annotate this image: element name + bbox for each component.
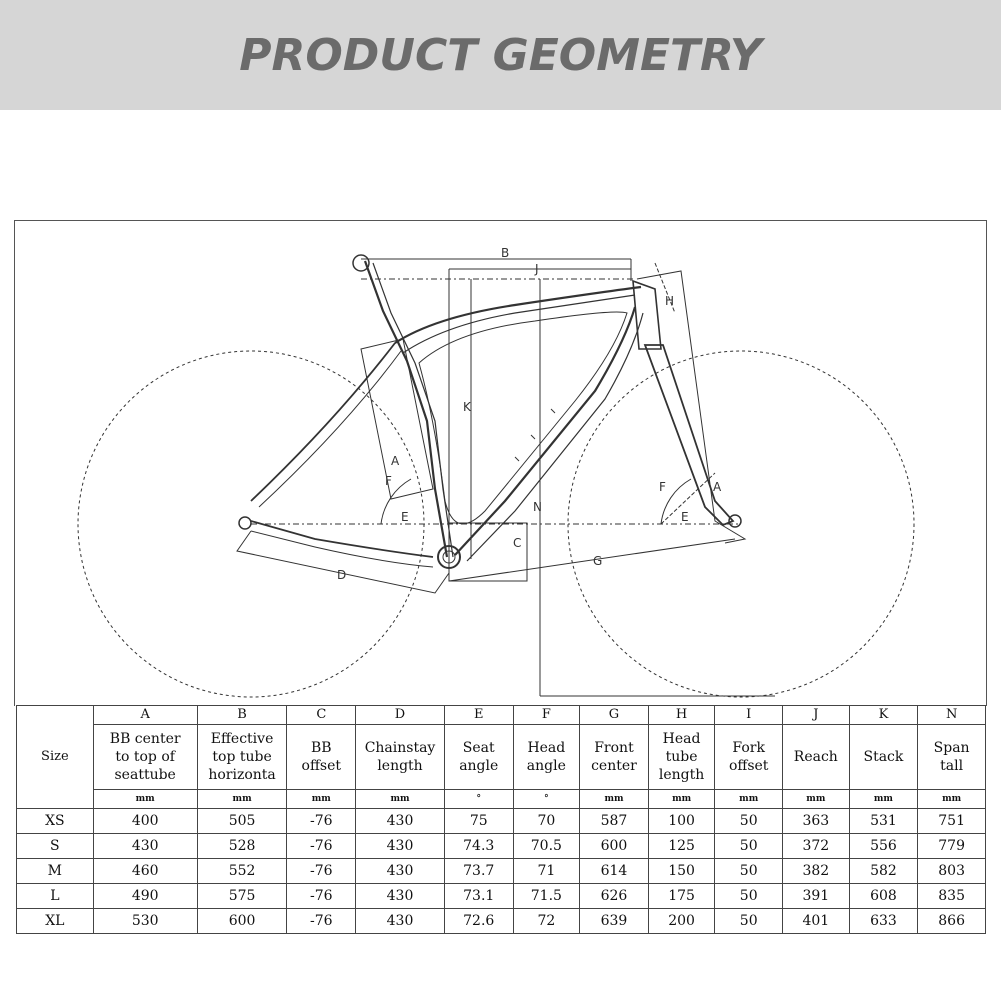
value-cell: 531 (849, 809, 918, 834)
value-cell: -76 (287, 834, 356, 859)
col-letter: B (197, 706, 287, 725)
col-name-line: Front (594, 740, 634, 756)
value-cell: 639 (580, 909, 649, 934)
col-name (513, 725, 580, 790)
col-letter: H (648, 706, 715, 725)
value-cell: 75 (444, 809, 513, 834)
header-banner (0, 0, 1001, 110)
value-cell: -76 (287, 859, 356, 884)
col-name-line: seattube (114, 767, 176, 783)
col-name (783, 725, 850, 790)
col-name (849, 725, 918, 790)
col-letter: F (513, 706, 580, 725)
value-cell: 460 (93, 859, 197, 884)
letter-row (17, 706, 986, 725)
value-cell: 490 (93, 884, 197, 909)
col-name (197, 725, 287, 790)
col-name-line: tube (665, 749, 698, 765)
value-cell: 835 (918, 884, 986, 909)
col-name-line: length (377, 758, 423, 774)
value-cell: 587 (580, 809, 649, 834)
value-cell: 200 (648, 909, 715, 934)
col-name (444, 725, 513, 790)
col-unit: mm (287, 790, 356, 809)
col-name-line: angle (459, 758, 499, 774)
value-cell: 391 (783, 884, 850, 909)
col-name (918, 725, 986, 790)
table-row (17, 834, 986, 859)
col-name-line: BB center (109, 731, 181, 747)
value-cell: 779 (918, 834, 986, 859)
col-name-line: offset (728, 758, 769, 774)
label-c: C (513, 536, 522, 550)
label-a-front: A (713, 480, 722, 494)
value-cell: 73.7 (444, 859, 513, 884)
value-cell: 50 (715, 884, 783, 909)
col-name-line: BB (311, 740, 332, 756)
col-unit: mm (356, 790, 445, 809)
label-n: N (533, 500, 542, 514)
value-cell: 803 (918, 859, 986, 884)
size-cell: S (17, 834, 94, 859)
col-name (648, 725, 715, 790)
label-f-front: F (659, 480, 666, 494)
geometry-diagram (14, 220, 987, 706)
table-row (17, 909, 986, 934)
name-row (17, 725, 986, 790)
size-cell: XL (17, 909, 94, 934)
value-cell: -76 (287, 809, 356, 834)
value-cell: 100 (648, 809, 715, 834)
down-tube (455, 307, 635, 555)
col-name (580, 725, 649, 790)
label-e-front: E (681, 510, 689, 524)
value-cell: 72 (513, 909, 580, 934)
col-unit: mm (715, 790, 783, 809)
value-cell: 633 (849, 909, 918, 934)
geometry-table (16, 705, 986, 934)
col-name-line: Fork (732, 740, 765, 756)
col-unit: ° (513, 790, 580, 809)
value-cell: 751 (918, 809, 986, 834)
col-letter: A (93, 706, 197, 725)
table-row (17, 809, 986, 834)
col-name-line: center (591, 758, 637, 774)
value-cell: 614 (580, 859, 649, 884)
col-name-line: Seat (462, 740, 495, 756)
label-h: H (665, 294, 675, 308)
label-a-rear: A (391, 454, 400, 468)
label-d: D (337, 568, 347, 582)
top-tube (395, 287, 641, 343)
col-letter: I (715, 706, 783, 725)
value-cell: 430 (356, 809, 445, 834)
value-cell: 50 (715, 809, 783, 834)
col-name-line: offset (301, 758, 342, 774)
table-row (17, 859, 986, 884)
bike-frame-drawing (15, 221, 988, 707)
label-b: B (501, 246, 510, 260)
value-cell: 582 (849, 859, 918, 884)
col-name-line: length (658, 767, 705, 783)
col-unit: mm (197, 790, 287, 809)
col-unit: mm (849, 790, 918, 809)
col-letter: D (356, 706, 445, 725)
value-cell: 430 (356, 909, 445, 934)
value-cell: 150 (648, 859, 715, 884)
size-cell: L (17, 884, 94, 909)
col-letter: E (444, 706, 513, 725)
value-cell: 74.3 (444, 834, 513, 859)
value-cell: 626 (580, 884, 649, 909)
table-row (17, 884, 986, 909)
unit-row (17, 790, 986, 809)
col-name-line: Head (662, 731, 701, 747)
col-name-line: top tube (212, 749, 272, 765)
data-rows (17, 809, 986, 934)
value-cell: 70 (513, 809, 580, 834)
label-j: J (535, 262, 539, 276)
value-cell: 430 (93, 834, 197, 859)
value-cell: 430 (356, 884, 445, 909)
value-cell: 175 (648, 884, 715, 909)
value-cell: 73.1 (444, 884, 513, 909)
value-cell: 528 (197, 834, 287, 859)
value-cell: 70.5 (513, 834, 580, 859)
head-tube (633, 281, 661, 349)
value-cell: 363 (783, 809, 850, 834)
col-name (715, 725, 783, 790)
col-letter: G (580, 706, 649, 725)
value-cell: 866 (918, 909, 986, 934)
value-cell: 72.6 (444, 909, 513, 934)
value-cell: 600 (197, 909, 287, 934)
value-cell: -76 (287, 884, 356, 909)
label-g: G (593, 554, 603, 568)
col-name (93, 725, 197, 790)
value-cell: 505 (197, 809, 287, 834)
page-title: PRODUCT GEOMETRY (239, 29, 762, 81)
col-letter: C (287, 706, 356, 725)
col-name-line: Chainstay (364, 740, 436, 756)
size-cell: M (17, 859, 94, 884)
value-cell: 71.5 (513, 884, 580, 909)
value-cell: 430 (356, 859, 445, 884)
chain-stay (251, 521, 433, 557)
col-unit: mm (93, 790, 197, 809)
col-name-line: horizonta (208, 767, 276, 783)
col-unit: mm (580, 790, 649, 809)
col-name (356, 725, 445, 790)
col-letter: N (918, 706, 986, 725)
value-cell: 50 (715, 834, 783, 859)
col-name-line: Head (527, 740, 566, 756)
label-e-rear: E (401, 510, 409, 524)
col-unit: mm (918, 790, 986, 809)
col-unit: mm (783, 790, 850, 809)
col-name-line: Reach (793, 749, 838, 765)
value-cell: 50 (715, 909, 783, 934)
label-f-rear: F (385, 474, 392, 488)
col-name (287, 725, 356, 790)
col-name-line: tall (940, 758, 964, 774)
value-cell: 575 (197, 884, 287, 909)
col-name-line: Span (933, 740, 970, 756)
value-cell: 71 (513, 859, 580, 884)
value-cell: 372 (783, 834, 850, 859)
col-unit: ° (444, 790, 513, 809)
col-unit: mm (648, 790, 715, 809)
col-letter: K (849, 706, 918, 725)
value-cell: 556 (849, 834, 918, 859)
col-name-line: to top of (115, 749, 175, 765)
value-cell: -76 (287, 909, 356, 934)
col-name-line: angle (526, 758, 566, 774)
col-letter: J (783, 706, 850, 725)
value-cell: 600 (580, 834, 649, 859)
value-cell: 401 (783, 909, 850, 934)
value-cell: 50 (715, 859, 783, 884)
value-cell: 430 (356, 834, 445, 859)
size-header: Size (17, 706, 94, 809)
value-cell: 125 (648, 834, 715, 859)
col-name-line: Effective (210, 731, 274, 747)
col-name-line: Stack (863, 749, 904, 765)
value-cell: 530 (93, 909, 197, 934)
value-cell: 608 (849, 884, 918, 909)
value-cell: 382 (783, 859, 850, 884)
size-cell: XS (17, 809, 94, 834)
value-cell: 400 (93, 809, 197, 834)
label-k: K (463, 400, 471, 414)
value-cell: 552 (197, 859, 287, 884)
